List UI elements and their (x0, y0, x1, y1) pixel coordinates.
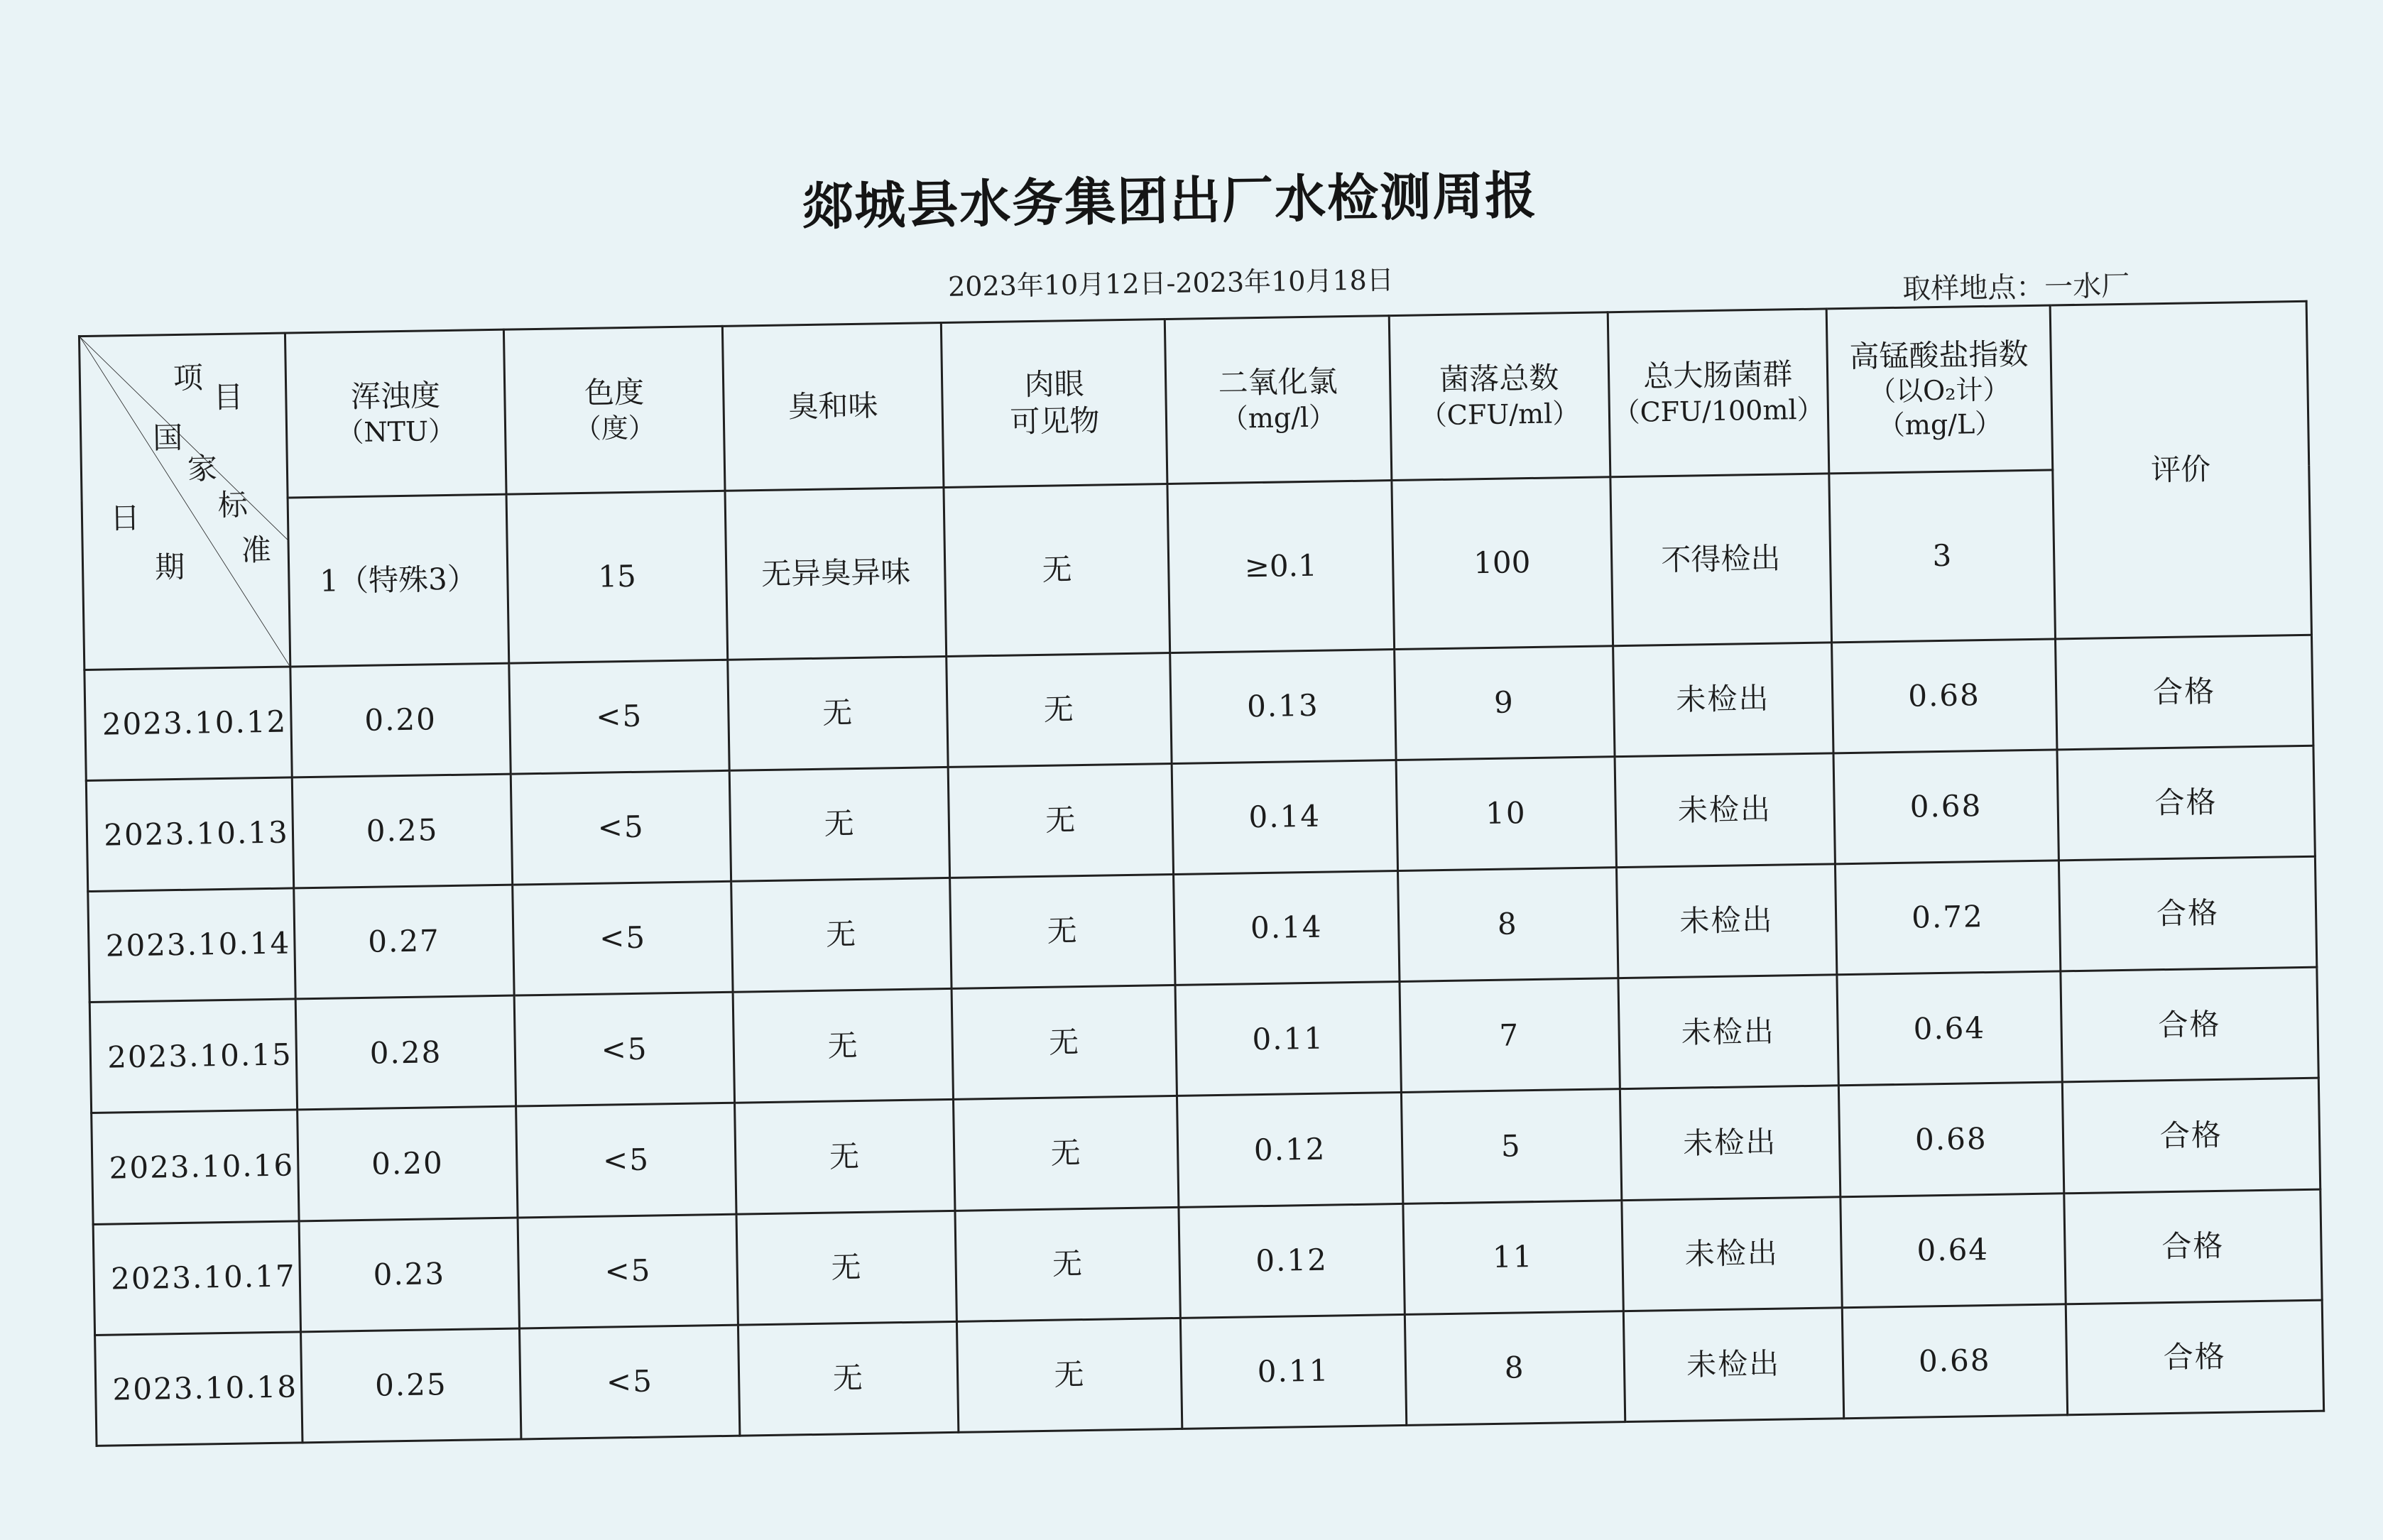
value-cell: 0.25 (292, 774, 513, 888)
value-cell: 5 (1401, 1089, 1622, 1203)
row-date: 2023.10.13 (103, 814, 290, 853)
col-header-evaluation: 评价 (2050, 301, 2312, 638)
row-date: 2023.10.15 (107, 1037, 293, 1075)
value-cell: 9 (1394, 645, 1615, 760)
row-date: 2023.10.12 (102, 704, 288, 742)
value-cell: <5 (511, 770, 731, 885)
value-cell: 0.68 (1842, 1304, 2068, 1419)
value-cell: 0.20 (298, 1106, 518, 1220)
corner-item-char-1: 项 (173, 360, 204, 396)
value-cell: <5 (520, 1325, 741, 1439)
value-cell: 0.68 (1831, 639, 2057, 753)
value-cell: 0.23 (299, 1218, 520, 1332)
value-cell: <5 (513, 881, 734, 995)
value-cell: <5 (509, 660, 730, 774)
corner-standard-char-1: 国 (152, 420, 183, 456)
value-cell: 无 (957, 1318, 1183, 1432)
date-cell (86, 777, 293, 892)
value-cell: 合格 (2055, 635, 2313, 750)
value-cell: 未检出 (1620, 1086, 1841, 1200)
sampling-location: 取样地点：一水厂 (1902, 269, 2130, 306)
value-cell: <5 (518, 1214, 738, 1328)
standard-chlorine-dioxide: ≥0.1 (1167, 480, 1394, 652)
standard-colony-count: 100 (1391, 477, 1613, 650)
value-cell: 合格 (2062, 1078, 2321, 1194)
value-cell: 无 (733, 989, 954, 1103)
col-header-colony-count: 菌落总数 （CFU/ml） (1389, 312, 1610, 481)
value-cell: 0.12 (1179, 1203, 1405, 1318)
corner-standard-char-2: 家 (187, 451, 218, 486)
standard-visible-matter: 无 (944, 484, 1170, 656)
value-cell: 无 (951, 985, 1177, 1100)
water-quality-table (78, 300, 2325, 1447)
data-rows (84, 635, 2324, 1446)
date-cell (84, 667, 292, 781)
corner-date-char-2: 期 (154, 549, 185, 585)
value-cell: <5 (516, 1103, 737, 1218)
col-header-coliforms: 总大肠菌群 （CFU/100ml） (1608, 309, 1829, 477)
value-cell: 0.11 (1175, 982, 1401, 1096)
report-title: 郯城县水务集团出厂水检测周报 (801, 165, 1538, 237)
value-cell: 无 (729, 767, 950, 881)
value-cell: 0.12 (1177, 1093, 1403, 1207)
col-header-odor-taste: 臭和味 (723, 323, 944, 491)
row-date: 2023.10.14 (105, 925, 291, 963)
value-cell: 无 (949, 763, 1174, 878)
value-cell: 0.14 (1174, 870, 1400, 985)
corner-header-cell (79, 333, 290, 670)
col-header-permanganate-index: 高锰酸盐指数 （以O₂计） （mg/L） (1826, 305, 2053, 474)
standard-coliforms: 不得检出 (1610, 474, 1831, 646)
col-header-visible-matter: 肉眼 可见物 (942, 320, 1168, 488)
col-header-turbidity: 浑浊度 （NTU） (285, 329, 507, 498)
value-cell: 0.20 (290, 663, 511, 777)
standard-row (82, 466, 2311, 670)
value-cell: 11 (1402, 1200, 1623, 1314)
value-cell: 7 (1400, 978, 1620, 1093)
value-cell: 8 (1405, 1311, 1625, 1425)
value-cell: 0.14 (1172, 760, 1398, 874)
value-cell: 无 (954, 1096, 1179, 1211)
value-cell: 无 (736, 1211, 957, 1325)
row-date: 2023.10.18 (112, 1369, 298, 1407)
value-cell: 未检出 (1613, 642, 1833, 756)
value-cell: 0.13 (1170, 649, 1396, 763)
value-cell: 未检出 (1618, 975, 1839, 1089)
standard-odor-taste: 无异臭异味 (725, 487, 947, 660)
corner-date-char-1: 日 (109, 500, 141, 536)
date-cell (88, 888, 295, 1003)
value-cell: 无 (947, 652, 1172, 767)
value-cell: 未检出 (1621, 1196, 1842, 1311)
standard-permanganate-index: 3 (1829, 470, 2056, 643)
row-date: 2023.10.16 (109, 1147, 295, 1186)
value-cell: 合格 (2058, 856, 2317, 971)
col-header-chroma: 色度 （度） (504, 326, 726, 494)
value-cell: 合格 (2064, 1189, 2323, 1304)
value-cell: 0.68 (1833, 750, 2059, 864)
value-cell: 无 (728, 656, 949, 770)
value-cell: 合格 (2066, 1300, 2324, 1415)
value-cell: 无 (735, 1100, 956, 1214)
row-date: 2023.10.17 (110, 1258, 296, 1296)
value-cell: 未检出 (1616, 864, 1837, 978)
value-cell: 0.68 (1838, 1082, 2064, 1196)
value-cell: 合格 (2061, 967, 2319, 1082)
value-cell: 无 (731, 878, 952, 992)
value-cell: 0.64 (1841, 1193, 2066, 1307)
corner-item-char-2: 目 (212, 379, 244, 415)
value-cell: 无 (955, 1207, 1181, 1321)
value-cell: 无 (950, 874, 1176, 988)
date-cell (95, 1332, 302, 1446)
corner-standard-char-4: 准 (241, 532, 272, 568)
value-cell: 0.27 (294, 885, 515, 999)
standard-chroma: 15 (506, 491, 728, 663)
value-cell: <5 (514, 992, 735, 1106)
value-cell: 0.72 (1835, 861, 2061, 975)
value-cell: 未检出 (1615, 753, 1836, 868)
value-cell: 0.28 (295, 995, 516, 1110)
value-cell: 0.11 (1181, 1314, 1407, 1429)
date-cell (92, 1110, 299, 1224)
date-cell (89, 999, 297, 1113)
value-cell: 0.64 (1837, 971, 2063, 1086)
corner-standard-char-3: 标 (217, 487, 249, 523)
col-header-chlorine-dioxide: 二氧化氯 （mg/l） (1165, 316, 1392, 484)
value-cell: 8 (1397, 868, 1618, 982)
value-cell: 未检出 (1623, 1307, 1844, 1421)
value-cell: 10 (1396, 756, 1617, 870)
report-period: 2023年10月12日-2023年10月18日 (947, 264, 1395, 302)
standard-turbidity: 1（特殊3） (288, 494, 509, 667)
value-cell: 无 (738, 1321, 959, 1436)
date-cell (93, 1220, 300, 1335)
value-cell: 合格 (2057, 746, 2316, 861)
value-cell: 0.25 (301, 1328, 522, 1443)
